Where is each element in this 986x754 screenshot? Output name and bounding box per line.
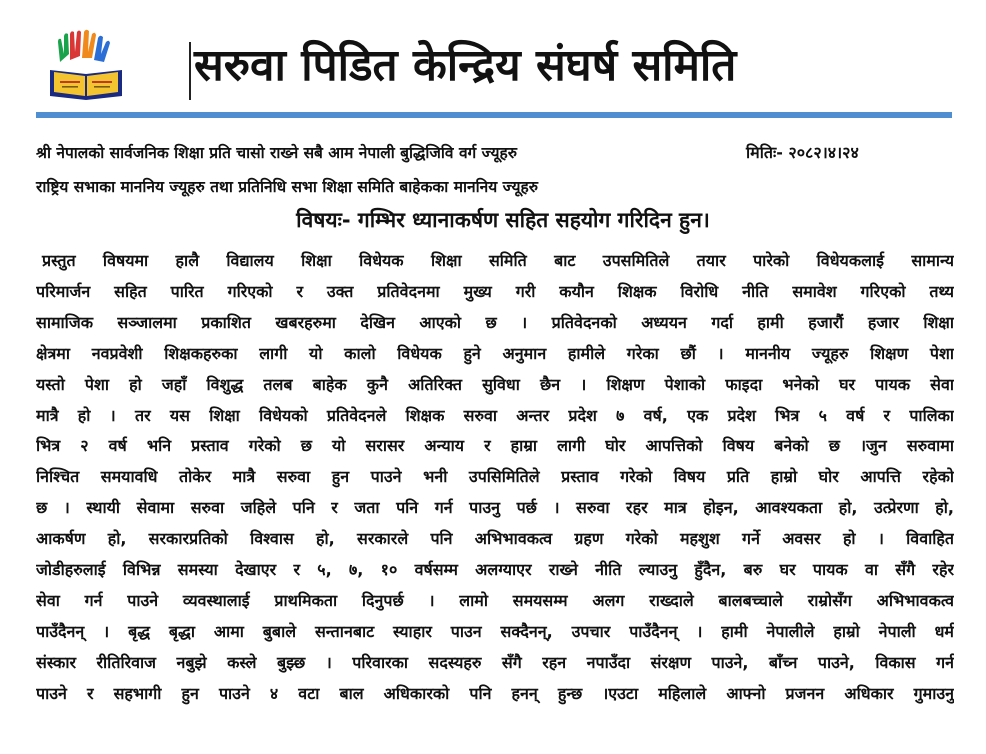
body-line: संस्कार रीतिरिवाज नबुझे कस्ले बुझ्छ । परिवारका सदस्यहरु सँगै रहन नपाउँदा संरक्षण पाउने, बाँच्न पाउने, विकास गर्न xyxy=(36,652,954,672)
letterhead-title: सरुवा पिडित केन्द्रिय संघर्ष समिति xyxy=(194,40,737,91)
body-line: निश्चित समयावधि तोकेर मात्रै सरुवा हुन पाउने भनी उपसिमितिले प्रस्ताव गरेको विषय प्रति हाम्रो घोर आपत्ति रहेको xyxy=(36,467,954,487)
body-line: क्षेत्रमा नवप्रवेशी शिक्षकहरुका लागी यो कालो विधेयक हुने अनुमान हामीले गरेका छौं । माननीय ज्यूहरु शिक्षण पेशा xyxy=(36,343,954,363)
subject-text: विषयः- गम्भिर ध्यानाकर्षण सहित सहयोग गरिदिन हुन। xyxy=(296,208,710,232)
body-line: पाउने र सहभागी हुन पाउने ४ वटा बाल अधिकारको पनि हनन् हुन्छ ।एउटा महिलाले आफ्नो प्रजनन अधिकार गुमाउनु xyxy=(36,683,954,703)
text-cursor xyxy=(189,42,191,100)
letter-date: मितिः- २०८२।४।२४ xyxy=(746,143,859,162)
letterhead-divider xyxy=(36,112,952,118)
body-line: छ । स्थायी सेवामा सरुवा जहिले पनि र जता पनि गर्न पाउनु पर्छ । सरुवा रहर मात्र होइन, आवश्यकता हो, उत्प्रेरणा हो, xyxy=(36,498,954,518)
raised-hands-icon xyxy=(58,30,110,62)
open-book-icon xyxy=(50,70,122,100)
addressee-line-2: राष्ट्रिय सभाका माननिय ज्यूहरु तथा प्रतिनिधि सभा शिक्षा समिति बाहेकका माननिय ज्यूहरु xyxy=(36,178,538,196)
body-line: जोडीहरुलाई विभिन्न समस्या देखाएर र ५, ७, १० वर्षसम्म अलग्याएर राख्ने नीति ल्याउनु हुँदैन, बरु घर पायक वा सँगै रहेर xyxy=(36,560,954,580)
body-line: भित्र २ वर्ष भनि प्रस्ताव गरेको छ यो सरासर अन्याय र हाम्रा लागी घोर आपत्तिको विषय बनेको छ ।जुन सरुवामा xyxy=(36,436,954,456)
body-line: प्रस्तुत विषयमा हालै विद्यालय शिक्षा विधेयक शिक्षा समिति बाट उपसमितिले तयार पारेको विधेयकलाई सामान्य xyxy=(42,251,954,270)
letter-body xyxy=(36,246,954,710)
body-line: आकर्षण हो, सरकारप्रतिको विश्वास हो, सरकारले पनि अभिभावकत्व ग्रहण गरेको महशुश गर्ने अवसर हो । विवाहित xyxy=(36,529,954,549)
addressee-line-1: श्री नेपालको सार्वजनिक शिक्षा प्रति चासो राख्ने सबै आम नेपाली बुद्धिजिवि वर्ग ज्यूहरु xyxy=(36,144,518,162)
body-line: यस्तो पेशा हो जहाँ विशुद्ध तलब बाहेक कुनै अतिरिक्त सुविधा छैन । शिक्षण पेशाको फाइदा भनेको घर पायक सेवा xyxy=(36,374,954,394)
subject-line xyxy=(0,205,986,235)
body-line: सेवा गर्न पाउने व्यवस्थालाई प्राथमिकता दिनुपर्छ । लामो समयसम्म अलग राख्दाले बालबच्चाले राम्रोसँग अभिभावकत्व xyxy=(36,590,954,610)
body-line: पाउँदैनन् । बृद्ध बृद्धा आमा बुबाले सन्तानबाट स्याहार पाउन सक्दैनन्, उपचार पाउँदैनन् । हामी नेपालीले हाम्रो नेपाली धर्म xyxy=(36,621,954,641)
organization-logo xyxy=(46,26,126,104)
body-line: मात्रै हो । तर यस शिक्षा विधेयको प्रतिवेदनले शिक्षक सरुवा अन्तर प्रदेश ७ वर्ष, एक प्रदेश भित्र ५ वर्ष र पालिका xyxy=(36,405,954,425)
body-line: सामाजिक सञ्जालमा प्रकाशित खबरहरुमा देखिन आएको छ । प्रतिवेदनको अध्ययन गर्दा हामी हजारौं हजार शिक्षा xyxy=(36,312,954,332)
body-line: परिमार्जन सहित पारित गरिएको र उक्त प्रतिवेदनमा मुख्य गरी कयौन शिक्षक विरोधि नीति समावेश गरिएको तथ्य xyxy=(36,281,954,301)
